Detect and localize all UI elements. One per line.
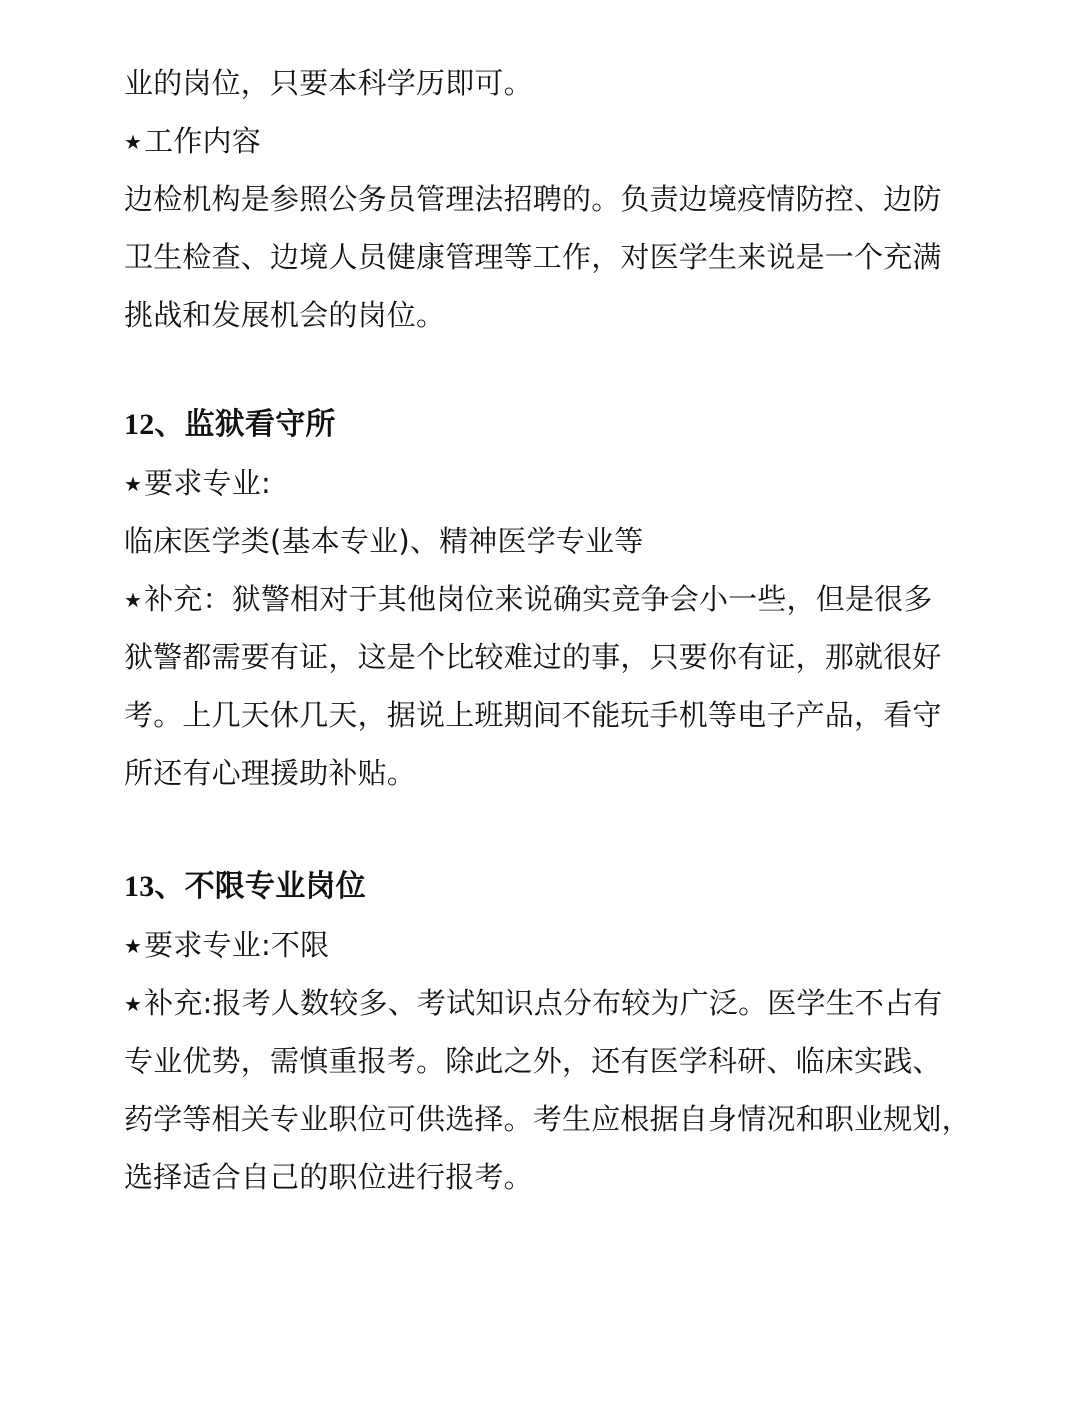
- major-value: 临床医学类(基本专业)、精神医学专业等: [124, 524, 644, 558]
- major-line: [124, 916, 964, 974]
- star-icon: ★: [124, 992, 143, 1016]
- work-content-label: 工作内容: [144, 124, 261, 158]
- supplement-line: [124, 570, 964, 628]
- section-12-heading: [124, 396, 964, 454]
- work-content-label-line: [124, 112, 964, 170]
- work-content-line: 挑战和发展机会的岗位。: [124, 298, 446, 332]
- supplement-line: 药学等相关专业职位可供选择。考生应根据自身情况和职业规划，: [124, 1102, 971, 1136]
- major-text: 要求专业:不限: [144, 928, 330, 962]
- star-icon: ★: [124, 588, 143, 612]
- major-label: 要求专业:: [144, 466, 271, 500]
- section-number: 12、: [124, 408, 185, 441]
- supplement-line: 考。上几天休几天，据说上班期间不能玩手机等电子产品，看守: [124, 698, 942, 732]
- supplement-line: 狱警都需要有证，这是个比较难过的事，只要你有证，那就很好: [124, 640, 942, 674]
- supplement-line: 所还有心理援助补贴。: [124, 756, 417, 790]
- section-number: 13、: [124, 870, 185, 903]
- major-label-line: [124, 454, 964, 512]
- document-page: [124, 54, 971, 1206]
- star-icon: ★: [124, 934, 143, 958]
- work-content-line: 卫生检查、边境人员健康管理等工作，对医学生来说是一个充满: [124, 240, 942, 274]
- supplement-text: 补充:报考人数较多、考试知识点分布较为广泛。医学生不占有: [144, 986, 943, 1020]
- work-content-line: 边检机构是参照公务员管理法招聘的。负责边境疫情防控、边防: [124, 182, 942, 216]
- section-title: 监狱看守所: [184, 407, 336, 442]
- star-icon: ★: [124, 472, 143, 496]
- supplement-line: [124, 974, 964, 1032]
- supplement-line: 选择适合自己的职位进行报考。: [124, 1160, 533, 1194]
- star-icon: ★: [124, 130, 143, 154]
- section-title: 不限专业岗位: [184, 869, 366, 904]
- supplement-text: 补充：狱警相对于其他岗位来说确实竞争会小一些，但是很多: [144, 582, 933, 616]
- supplement-line: 专业优势，需慎重报考。除此之外，还有医学科研、临床实践、: [124, 1044, 942, 1078]
- paragraph-continuation: 业的岗位，只要本科学历即可。: [124, 66, 533, 100]
- section-13-heading: [124, 858, 964, 916]
